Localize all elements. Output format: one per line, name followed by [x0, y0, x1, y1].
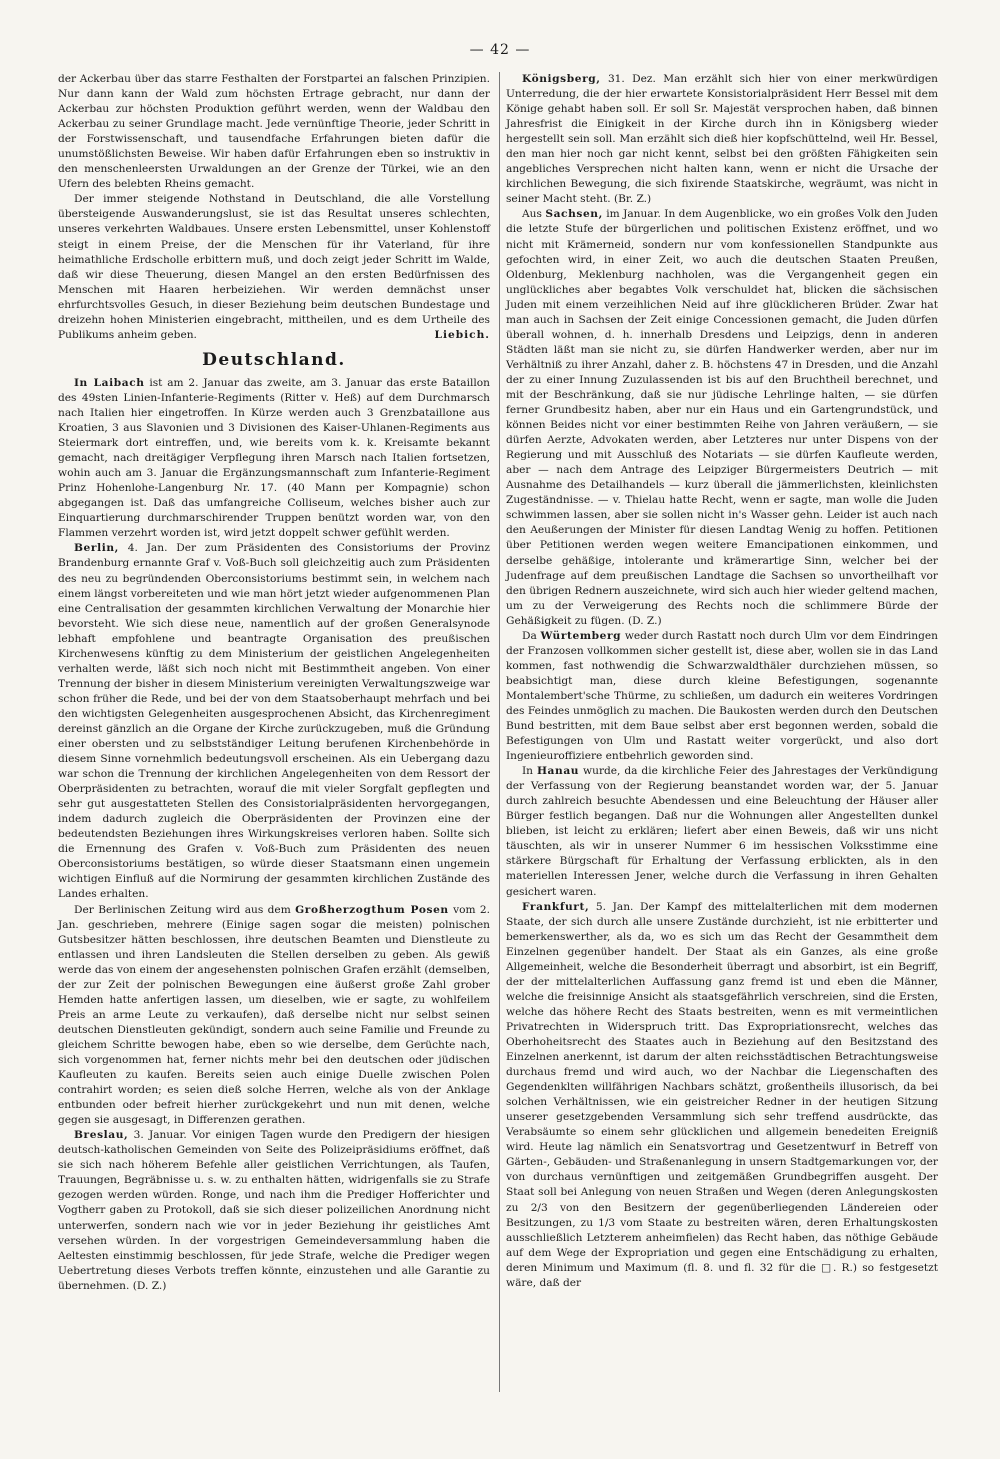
- news-item-hanau: [506, 764, 938, 899]
- forestry-article-paragraph: [58, 192, 490, 342]
- section-heading-deutschland: Deutschland.: [202, 349, 346, 370]
- dateline-posen: Großherzogthum Posen: [295, 903, 449, 916]
- dateline-sachsen: Sachsen,: [545, 208, 603, 221]
- source-sachsen: (D. Z.): [627, 614, 662, 627]
- news-text-wuerttemberg: weder durch Rastatt noch durch Ulm vor dem Eindringen der Franzosen vollkommen sicher gestellt ist, diese aber, wollen sie in das Land kommen, fast nothwendig die Schwarzwaldthäler durchziehen müssen, so beabsichtigt man, diese durch kleine Befestigungen, sogenannte Montalembert'sche Thürme, zu schließen, um dadurch ein weiteres Vordringen des Feindes unmöglich zu machen. Die Baukosten werden durch den Deutschen Bund bestritten, mit dem Baue selbst aber erst begonnen werden, sobald die Befestigungen von Ulm und Rastatt weiter vorgerückt, und also dort Ingenieuroffiziere entbehrlich geworden sind.: [506, 629, 938, 763]
- news-text-koenigsberg: 31. Dez. Man erzählt sich hier von einer merkwürdigen Unterredung, die der hier erwartete Konsistorialpräsident Herr Bessel mit dem Könige gehabt haben soll. Er soll Sr. Majestät versprochen haben, daß binnen Jahresfrist die Einigkeit in der Kirche durch ihn in Königsberg wieder hergestellt sein soll. Man erzählt sich dieß hier kopfschüttelnd, weil Hr. Bessel, den man hier noch gar nicht kennt, selbst bei den größten Fähigkeiten sein angebliches Versprechen nicht halten kann, wenn er nicht die Ursache der kirchlichen Bewegung, die sich fixirende Staatskirche, wegräumt, was nicht in seiner Macht steht.: [506, 73, 938, 206]
- news-item-posen: [58, 903, 490, 1129]
- page-number: — 42 —: [469, 42, 531, 58]
- dateline-breslau: Breslau,: [74, 1129, 129, 1142]
- source-breslau: (D. Z.): [132, 1279, 167, 1292]
- news-item-frankfurt: [506, 900, 938, 1291]
- news-text-breslau: 3. Januar. Vor einigen Tagen wurde den Predigern der hiesigen deutsch-katholischen Gemeinden von Seite des Polizeipräsidiums eröffnet, daß sie sich nach höherem Befehle aller geistlichen Verrichtungen, als Taufen, Trauungen, Begräbnisse u. s. w. zu enthalten hätten, widrigenfalls sie zu Strafe gezogen werden würden. Ronge, und nach ihm die Prediger Hofferichter und Vogtherr gaben zu Protokoll, daß sie sich dieser polizeilichen Anordnung nicht unterwerfen, sondern nach wie vor in jeder Beziehung ihr geistliches Amt versehen würden. In der vorgestrigen Gemeindeversammlung haben die Aeltesten einstimmig beschlossen, für jede Strafe, welche die Prediger wegen Uebertretung dieses Verbots treffen könnte, einzustehen und alle Garantie zu übernehmen.: [58, 1129, 490, 1292]
- news-lead-posen: Der Berlinischen Zeitung wird aus dem: [74, 903, 296, 916]
- news-text-frankfurt: 5. Jan. Der Kampf des mittelalterlichen mit dem modernen Staate, der sich durch alle unsere Zustände durchzieht, ist nie erbitterter und bemerkenswerther, als da, wo es sich um das Recht der Gesammtheit dem Einzelnen gegenüber handelt. Der Staat als ein Ganzes, als eine große Allgemeinheit, welche die Besonderheit überragt und absorbirt, ist ein Begriff, der der mittelalterlichen Auffassung ganz fremd ist und eben die Männer, welche die freisinnige Ansicht als staatsgefährlich verschreien, sind die Ersten, welche das höhere Recht des Staats bestreiten, wenn es mit vermeintlichen Privatrechten in Widerspruch tritt. Das Expropriationsrecht, welches das Oberhoheitsrecht des Staates auch in Beziehung auf den Besitzstand des Einzelnen anerkennt, ist darum der alten reichsstädtischen Betrachtungsweise durchaus fremd und wird auch, wo der Nachbar die Liegenschaften des Gegendenklten willfährigen Nachbars schätzt, großentheils illusorisch, da bei solchen Verhältnissen, wie ein geistreicher Redner in der heutigen Sitzung unserer gesetzgebenden Versammlung sich sehr treffend ausdrückte, das Verabsäumte so einem sehr glücklichen und allgemein benedeiten Ereigniß wird. Heute lag nämlich ein Senatsvortrag und Gesetzentwurf in Betreff von Gärten-, Gebäuden- und Straßenanlegung in unsern Stadtgemarkungen vor, der von durchaus vernünftigen und zeitgemäßen Grundbegriffen ausgeht. Der Staat soll bei Anlegung von neuen Straßen und Wegen (deren Anlegungskosten zu 2/3 von den Besitzern der gegenüberliegenden Ländereien oder Besitzungen, zu 1/3 vom Staate zu bestreiten wären, deren Erhaltungskosten ausschließlich Letzterem anheimfielen) das Recht haben, das nöthige Gebäude auf dem Wege der Expropriation und gegen eine Entschädigung zu erhalten, deren Minimum und Maximum (fl. 8. und fl. 32 für die □. R.) so festgesetzt wäre, daß der: [506, 900, 938, 1289]
- news-text-laibach: ist am 2. Januar das zweite, am 3. Januar das erste Bataillon des 49sten Linien-Infanterie-Regiments (Ritter v. Heß) auf dem Durchmarsch nach Italien hier eingetroffen. In Kürze werden auch 3 Grenzbataillone aus Kroatien, 3 aus Slavonien und 3 Divisionen des Kaiser-Uhlanen-Regiments aus Steiermark dort eintreffen, und, wie bereits vom k. k. Kreisamte bekannt gemacht, nach dreitägiger Verpflegung ihren Marsch nach Italien fortsetzen, wohin auch am 3. Januar die Ergänzungsmannschaft zum Infanterie-Regiment Prinz Hohenlohe-Langenburg Nr. 17. (40 Mann per Kompagnie) schon abgegangen ist. Daß das umfangreiche Colliseum, welches bisher auch zur Einquartierung durchmarschirender Truppen benützt worden war, von den Flammen verzehrt worden ist, wird jetzt doppelt schwer gefühlt werden.: [58, 376, 490, 540]
- news-item-wuerttemberg: [506, 629, 938, 764]
- news-item-laibach: [58, 376, 490, 542]
- dateline-wuerttemberg: Würtemberg: [540, 629, 622, 642]
- forestry-article-continuation: der Ackerbau über das starre Festhalten der Forstpartei an falschen Prinzipien. Nur dann kann der Wald zum höchsten Ertrage gebracht, nur dann der Ackerbau zur höchsten Produktion geführt werden, wenn der Waldbau den Ackerbau zu seiner Grundlage macht. Jede vernünftige Theorie, jeder Schritt in der Forstwissenschaft, und tausendfache Erfahrungen bieten dafür die unumstößlichsten Beweise. Wir haben dafür Erfahrungen eben so instruktiv in den menschenleersten Urwaldungen an der Grenze der Türkei, wie an den Ufern des belebten Rheins gemacht.: [58, 73, 490, 191]
- news-item-koenigsberg: [506, 72, 938, 207]
- news-text-hanau: wurde, da die kirchliche Feier des Jahrestages der Verkündigung der Verfassung von der Regierung beanstandet worden war, der 5. Januar durch zahlreich besuchte Abendessen und eine Beleuchtung der Häuser aller Bürger festlich begangen. Daß nur die Wohnungen aller Angestellten dunkel blieben, ist leicht zu erklären; liefert aber einen Beweis, daß wir uns nicht täuschten, als wir in unserer Nummer 6 im hessischen Volksstimme eine stärkere Bürgschaft für Erhaltung der Verfassung erblickten, als in den materiellen Interessen Jener, welche durch die Verfassung in ihren Gehalten gesichert waren.: [506, 765, 938, 898]
- right-column: [506, 72, 938, 1294]
- news-lead-sachsen: Aus: [522, 208, 546, 221]
- source-koenigsberg: (Br. Z.): [613, 193, 652, 206]
- news-text-sachsen: im Januar. In dem Augenblicke, wo ein großes Volk den Juden die letzte Stufe der bürgerlichen und politischen Existenz eröffnet, und wo nicht mit Krämerneid, sondern nur vom konfessionellen Standpunkte aus gefochten wird, in einer Zeit, wo auch die deutschen Staaten Preußen, Oldenburg, Meklenburg nachholen, was die Vergangenheit gegen ein unglückliches aber begabtes Volk verschuldet hat, blicken die sächsischen Juden mit einem verzeihlichen Neid auf ihre glücklicheren Brüder. Zwar hat man auch in Sachsen der Zeit einige Concessionen gemacht, die Juden dürfen überall wohnen, d. h. innerhalb Dresdens und Leipzigs, denn in anderen Städten läßt man sie nicht zu, sie dürfen Handwerker werden, aber nur im Verhältniß zu ihrer Anzahl, daher z. B. höchstens 47 in Dresden, und die Anzahl der zu einer Innung Zuzulassenden ist bis auf den Bruchtheil berechnet, und mit der Beschränkung, daß sie nur jüdische Lehrlinge halten, — sie dürfen ferner Grundbesitz haben, aber nur ein Haus und ein Gartengrundstück, und können Beides nicht vor einer bestimmten Reihe von Jahren veräußern, — sie dürfen Aerzte, Advokaten werden, aber Letzteres nur unter Dispens von der Regierung und mit Ausschluß des Notariats — sie dürfen Kaufleute werden, aber — nach dem Antrage des Leipziger Bürgermeisters Deutrich — mit Ausnahme des Detailhandels — kurz überall die jämmerlichsten, kleinlichsten Zugeständnisse. — v. Thielau hatte Recht, wenn er sagte, man wolle die Juden schwimmen lassen, aber sie sollen nicht in's Wasser gehn. Leider ist auch nach den Aeußerungen der Minister für diesen Landtag Wenig zu hoffen. Petitionen über Petitionen werden wegen weitere Emancipationen einkommen, und derselbe gehäßige, intolerante und krämerartige Sinn, welcher bei der Judenfrage auf dem preußischen Landtage die Sachsen so unvortheilhaft vor den übrigen Rednern auszeichnete, wird sich auch hier wieder geltend machen, um zu der Verweigerung des Rechts noch die schlimmere Bürde der Gehäßigkeit zu fügen.: [506, 208, 938, 627]
- dateline-hanau: Hanau: [536, 765, 580, 778]
- news-lead-hanau: In: [522, 765, 537, 778]
- dateline-koenigsberg: Königsberg,: [522, 73, 601, 85]
- dateline-berlin: Berlin,: [74, 542, 119, 555]
- left-column: [58, 72, 490, 1294]
- news-item-berlin: [58, 541, 490, 902]
- dateline-laibach: In Laibach: [74, 376, 145, 389]
- dateline-frankfurt: Frankfurt,: [522, 900, 590, 913]
- news-item-breslau: [58, 1128, 490, 1294]
- article-signature: Liebich.: [434, 328, 490, 341]
- article-columns: [58, 72, 938, 1294]
- forestry-article-text: Der immer steigende Nothstand in Deutschland, die alle Vorstellung übersteigende Auswanderungslust, sie ist das Resultat unseres schlechten, unseres verkehrten Waldbaues. Unsere ersten Lebensmittel, unser Kohlenstoff steigt in einem Preise, der die Menschen für ihr Vaterland, für ihre heimathliche Erdscholle erbittern muß, und doch zeigt jeder Schritt im Walde, daß wir diese Theuerung, diesen Mangel an den ersten Bedürfnissen des Menschen mit Haaren herbeiziehen. Wir werden demnächst unser ehrfurchtsvolles Gesuch, in dieser Beziehung beim deutschen Bundestage und dreizehn hohen Ministerien eingebracht, mittheilen, und es dem Urtheile des Publikums anheim geben.: [58, 193, 490, 341]
- news-text-berlin: 4. Jan. Der zum Präsidenten des Consistoriums der Provinz Brandenburg ernannte Graf v. Voß-Buch soll gleichzeitig auch zum Präsidenten des neu zu begründenden Oberconsistoriums bestimmt sein, in welchem nach einem längst vorbereiteten und wie man hört jetzt wieder aufgenommenen Plan eine Centralisation der gesammten kirchlichen Verwaltung der Monarchie hier bevorsteht. Wie sich diese neue, namentlich auf der großen Generalsynode lebhaft empfohlene und beantragte Organisation des preußischen Kirchenwesens künftig zu dem Ministerium der geistlichen Angelegenheiten verhalten werde, läßt sich noch nicht mit Bestimmtheit angeben. Von einer Trennung der bisher in diesem Ministerium vereinigten Verwaltungszweige war schon früher die Rede, und bei der von dem Staatsoberhaupt mehrfach und bei den wichtigsten Gelegenheiten ausgesprochenen Absicht, das Kirchenregiment dereinst gänzlich an die Organe der Kirche zurückzugeben, muß die Gründung einer obersten und zu selbstständiger Leitung berufenen Kirchenbehörde in diesem Sinne vornehmlich bedeutungsvoll erscheinen. Als ein Uebergang dazu war schon die Trennung der kirchlichen Angelegenheiten von dem Ressort der Oberpräsidenten zu betrachten, worauf die mit vieler Sorgfalt gepflegten und sehr gut ausgestatteten Stellen des Consistorialpräsidenten hervorgegangen, indem dadurch zugleich die Oberpräsidenten der Provinzen eine der bedeutendsten Beziehungen ihres Wirkungskreises verloren haben. Sollte sich die Ernennung des Grafen v. Voß-Buch zum Präsidenten des neuen Oberconsistoriums bestätigen, so würde dieser Staatsmann einen ungemein wichtigen Einfluß auf die Normirung der gesammten kirchlichen Zustände des Landes erhalten.: [58, 542, 490, 901]
- news-item-sachsen: [506, 207, 938, 628]
- news-text-posen: vom 2. Jan. geschrieben, mehrere (Einige sagen sogar die meisten) polnischen Gutsbesitzer hätten beschlossen, ihre deutschen Beamten und Dienstleute zu entlassen und ihren Landsleuten die Stellen derselben zu geben. Als gewiß werde das von einem der angesehensten polnischen Grafen erzählt (demselben, der zur Zeit der polnischen Bewegungen eine äußerst große Zahl grober Hemden hatte anfertigen lassen, um dieselben, wie er sagte, zu wohlfeilem Preis an arme Leute zu verkaufen), daß derselbe nicht nur selbst seinen deutschen Dienstleuten gekündigt, sondern auch seine Familie und Freunde zu gleichem Schritte bewogen habe, eben so wie derselbe, dem Gerüchte nach, sich vorgenommen hat, ferner nichts mehr bei den deutschen oder jüdischen Kaufleuten zu kaufen. Bereits seien auch einige Duelle zwischen Polen contrahirt worden; es seien dieß solche Herren, welche als von der Anklage entbunden oder befreit hierher zurückgekehrt und nun mit denen, welche gegen sie ausgesagt, in Differenzen gerathen.: [58, 903, 490, 1127]
- news-lead-wuerttemberg: Da: [522, 629, 541, 642]
